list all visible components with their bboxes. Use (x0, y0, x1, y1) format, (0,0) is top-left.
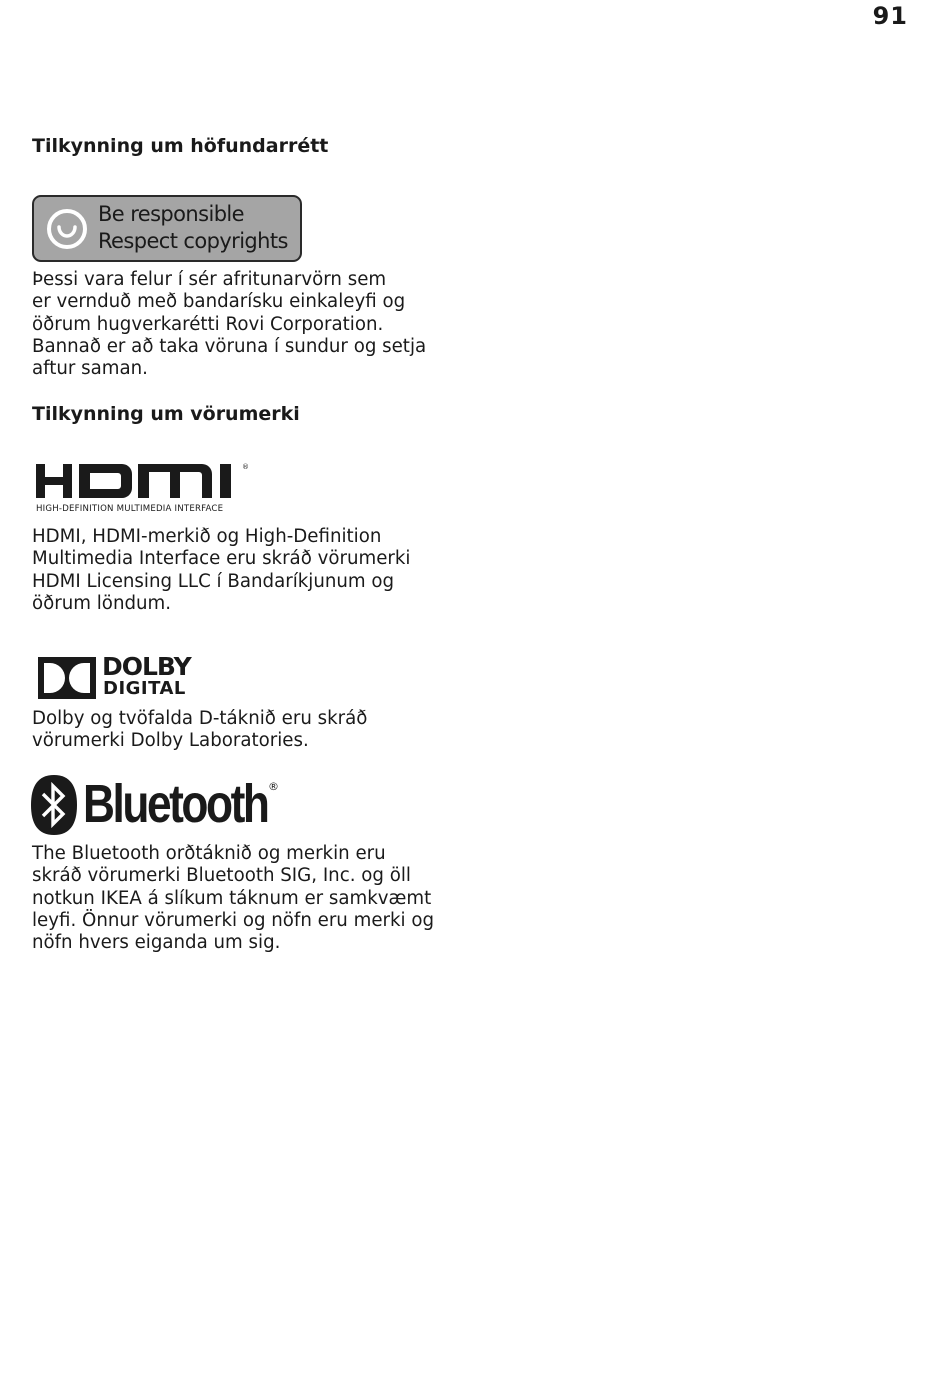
copyright-heading: Tilkynning um höfundarrétt (32, 135, 329, 157)
hdmi-body: HDMI, HDMI-merkið og High-Definition Multimedia Interface eru skráð vörumerki HDMI Licensing LLC í Bandaríkjunum og öðrum löndum. (32, 526, 411, 614)
smile-circle-icon (46, 208, 88, 250)
badge-line-1: Be responsible (98, 202, 244, 226)
dolby-body: Dolby og tvöfalda D-táknið eru skráð vörumerki Dolby Laboratories. (32, 708, 368, 752)
bluetooth-logo (30, 774, 290, 838)
copyright-badge (32, 195, 302, 262)
badge-text (98, 201, 288, 255)
registered-mark: ® (242, 463, 249, 471)
hdmi-logo (34, 460, 254, 518)
dolby-wordmark: DOLBY (102, 652, 191, 681)
trademark-heading: Tilkynning um vörumerki (32, 403, 300, 425)
registered-mark: ® (268, 780, 279, 793)
page-number: 91 (872, 2, 908, 30)
bluetooth-body: The Bluetooth orðtáknið og merkin eru skráð vörumerki Bluetooth SIG, Inc. og öll notkun IKEA á slíkum táknum er samkvæmt leyfi. Önnur vörumerki og nöfn eru merki og nöfn hvers eiganda um sig. (32, 843, 435, 954)
badge-line-2: Respect copyrights (98, 229, 288, 253)
bluetooth-icon (30, 774, 78, 836)
dolby-digital-wordmark: DIGITAL (103, 678, 186, 699)
bluetooth-wordmark: Bluetooth (83, 774, 268, 834)
hdmi-tagline: HIGH-DEFINITION MULTIMEDIA INTERFACE (36, 504, 224, 514)
double-d-icon (38, 657, 96, 699)
dolby-logo (38, 652, 208, 701)
copyright-body: Þessi vara felur í sér afritunarvörn sem er vernduð með bandarísku einkaleyfi og öðrum hugverkarétti Rovi Corporation. Bannað er að taka vöruna í sundur og setja aftur saman. (32, 269, 427, 380)
